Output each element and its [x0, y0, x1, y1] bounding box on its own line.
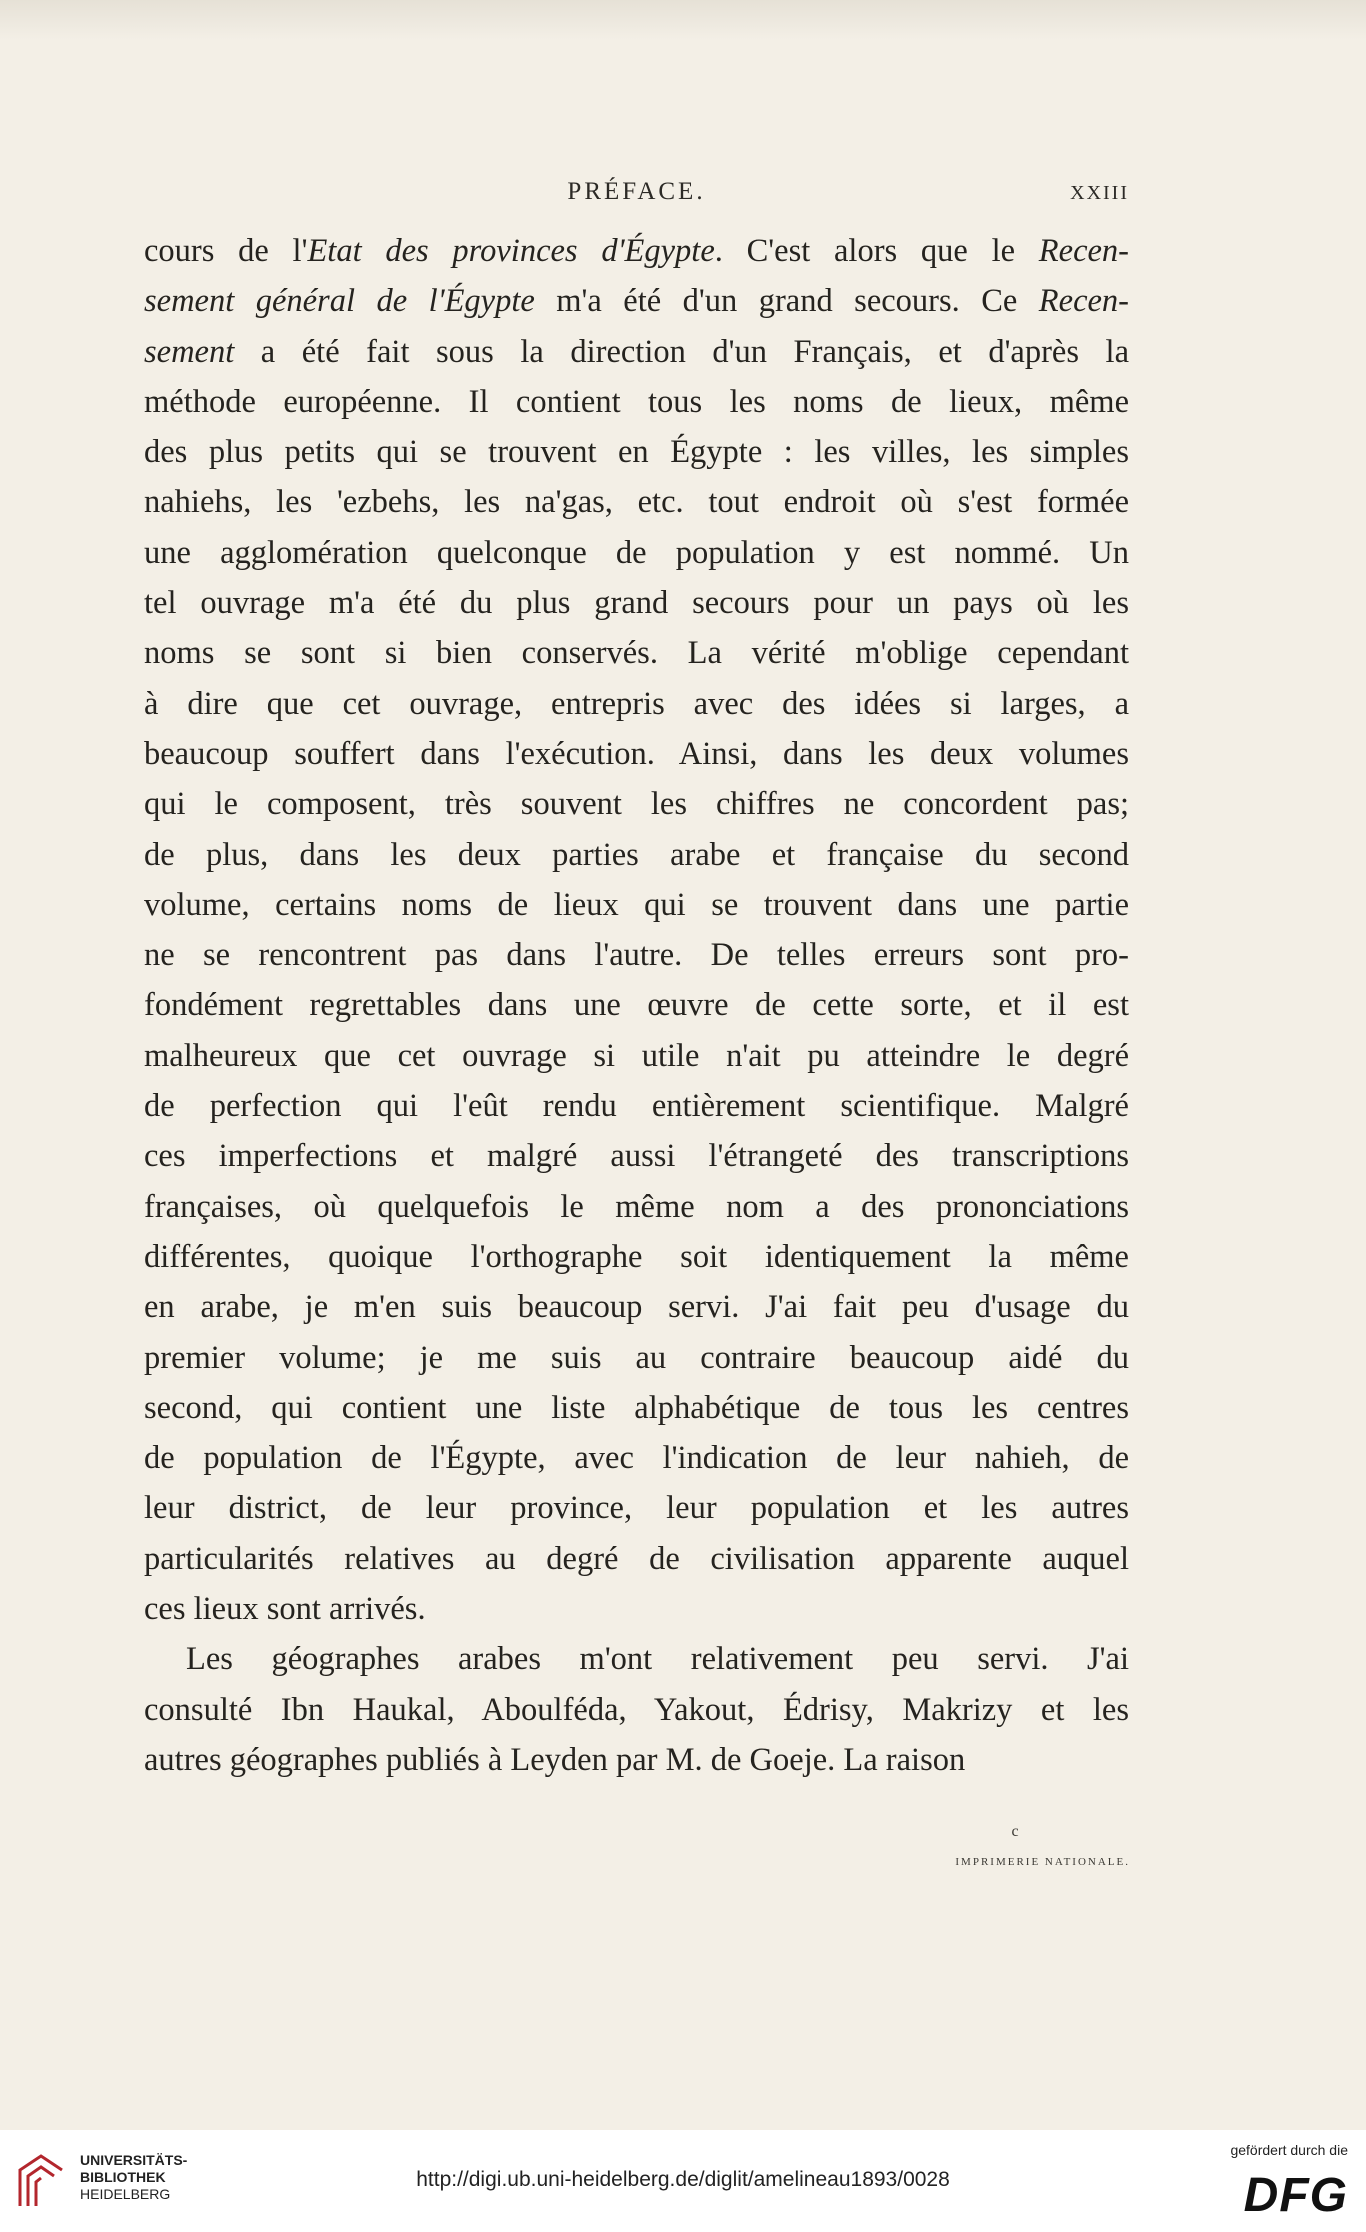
text-line: [144, 1534, 1129, 1584]
body-text: [144, 226, 1129, 1785]
text-run: à dire que cet ouvrage, entrepris avec des idées si larges, a: [144, 685, 1129, 722]
text-run: volume, certains noms de lieux qui se trouvent dans une partie: [144, 886, 1129, 923]
text-run: ces imperfections et malgré aussi l'étrangeté des transcriptions: [144, 1138, 1129, 1175]
text-run: de plus, dans les deux parties arabe et française du second: [144, 836, 1129, 873]
funded-by-label: gefördert durch die: [1230, 2142, 1348, 2158]
institution-name-line: HEIDELBERG: [80, 2186, 171, 2202]
text-run: cours de l': [144, 233, 308, 269]
text-line: [144, 226, 1129, 276]
text-line: [144, 880, 1129, 930]
italic-text-run: sement général de l'Égypte: [144, 283, 535, 320]
text-run: premier volume; je me suis au contraire beaucoup aidé du: [144, 1339, 1129, 1376]
page-number: XXIII: [1070, 182, 1129, 204]
text-run: ces lieux sont arrivés.: [144, 1591, 426, 1628]
text-run: Les géographes arabes m'ont relativement peu servi. J'ai: [186, 1641, 1129, 1678]
text-line: [144, 930, 1129, 980]
text-line: [144, 1433, 1129, 1483]
running-head: [144, 178, 1129, 218]
text-run: fondément regrettables dans une œuvre de cette sorte, et il est: [144, 987, 1129, 1024]
text-line: [144, 679, 1129, 729]
text-run: françaises, où quelquefois le même nom a des prononciations: [144, 1188, 1129, 1225]
text-run: . C'est alors que le: [714, 233, 1039, 269]
italic-text-run: Recen-: [1038, 233, 1129, 269]
text-run: ne se rencontrent pas dans l'autre. De telles erreurs sont pro-: [144, 937, 1129, 974]
text-line: [144, 1634, 1129, 1684]
dfg-logo: DFG: [1243, 2169, 1348, 2222]
printer-imprint: IMPRIMERIE NATIONALE.: [955, 1856, 1130, 1868]
italic-text-run: Etat des provinces d'Égypte: [307, 233, 715, 269]
text-run: autres géographes publiés à Leyden par M. de Goeje. La raison: [144, 1741, 966, 1778]
text-run: nahiehs, les 'ezbehs, les na'gas, etc. tout endroit où s'est formée: [144, 484, 1129, 521]
text-run: leur district, de leur province, leur population et les autres: [144, 1490, 1129, 1527]
text-run: méthode européenne. Il contient tous les noms de lieux, même: [144, 383, 1129, 420]
text-line: [144, 1232, 1129, 1282]
digitization-footer: [0, 2130, 1366, 2232]
text-line: [144, 830, 1129, 880]
text-line: [144, 1081, 1129, 1131]
text-line: [144, 1131, 1129, 1181]
text-line: [144, 1383, 1129, 1433]
text-run: qui le composent, très souvent les chiffres ne concordent pas;: [144, 786, 1129, 823]
text-line: [144, 377, 1129, 427]
text-line: [144, 528, 1129, 578]
text-line: [144, 980, 1129, 1030]
scan-edge-shadow: [0, 0, 1366, 40]
text-run: différentes, quoique l'orthographe soit identiquement la même: [144, 1238, 1129, 1275]
text-run: a été fait sous la direction d'un Français, et d'après la: [234, 333, 1129, 370]
text-run: noms se sont si bien conservés. La vérité m'oblige cependant: [144, 635, 1129, 672]
text-run: tel ouvrage m'a été du plus grand secours pour un pays où les: [144, 585, 1129, 622]
institution-name-line: BIBLIOTHEK: [80, 2169, 166, 2185]
running-title: PRÉFACE.: [567, 178, 706, 205]
text-line: [144, 427, 1129, 477]
italic-text-run: sement: [144, 333, 235, 370]
text-run: m'a été d'un grand secours. Ce: [534, 283, 1039, 320]
text-line: [144, 1584, 1129, 1634]
text-run: des plus petits qui se trouvent en Égypte : les villes, les simples: [144, 434, 1129, 471]
signature-mark: c: [1011, 1823, 1019, 1840]
permalink-url[interactable]: http://digi.ub.uni-heidelberg.de/diglit/amelineau1893/0028: [416, 2168, 950, 2191]
text-line: [144, 1685, 1129, 1735]
text-line: [144, 1735, 1129, 1785]
text-line: [144, 327, 1129, 377]
text-run: second, qui contient une liste alphabétique de tous les centres: [144, 1389, 1129, 1426]
text-line: [144, 628, 1129, 678]
text-run: de perfection qui l'eût rendu entièrement scientifique. Malgré: [144, 1088, 1129, 1125]
text-run: consulté Ibn Haukal, Aboulféda, Yakout, Édrisy, Makrizy et les: [144, 1691, 1129, 1728]
text-run: en arabe, je m'en suis beaucoup servi. J'ai fait peu d'usage du: [144, 1289, 1129, 1326]
text-run: particularités relatives au degré de civilisation apparente auquel: [144, 1540, 1129, 1577]
text-line: [144, 477, 1129, 527]
text-run: de population de l'Égypte, avec l'indication de leur nahieh, de: [144, 1440, 1129, 1477]
text-line: [144, 276, 1129, 326]
text-line: [144, 779, 1129, 829]
text-run: malheureux que cet ouvrage si utile n'ait pu atteindre le degré: [144, 1037, 1129, 1074]
text-run: une agglomération quelconque de population y est nommé. Un: [144, 534, 1129, 571]
institution-name-line: UNIVERSITÄTS-: [80, 2152, 188, 2168]
text-line: [144, 1282, 1129, 1332]
text-line: [144, 1031, 1129, 1081]
text-line: [144, 729, 1129, 779]
text-line: [144, 1333, 1129, 1383]
text-run: beaucoup souffert dans l'exécution. Ainsi, dans les deux volumes: [144, 735, 1129, 772]
italic-text-run: Recen-: [1038, 283, 1129, 320]
text-line: [144, 1182, 1129, 1232]
text-line: [144, 578, 1129, 628]
text-line: [144, 1483, 1129, 1533]
